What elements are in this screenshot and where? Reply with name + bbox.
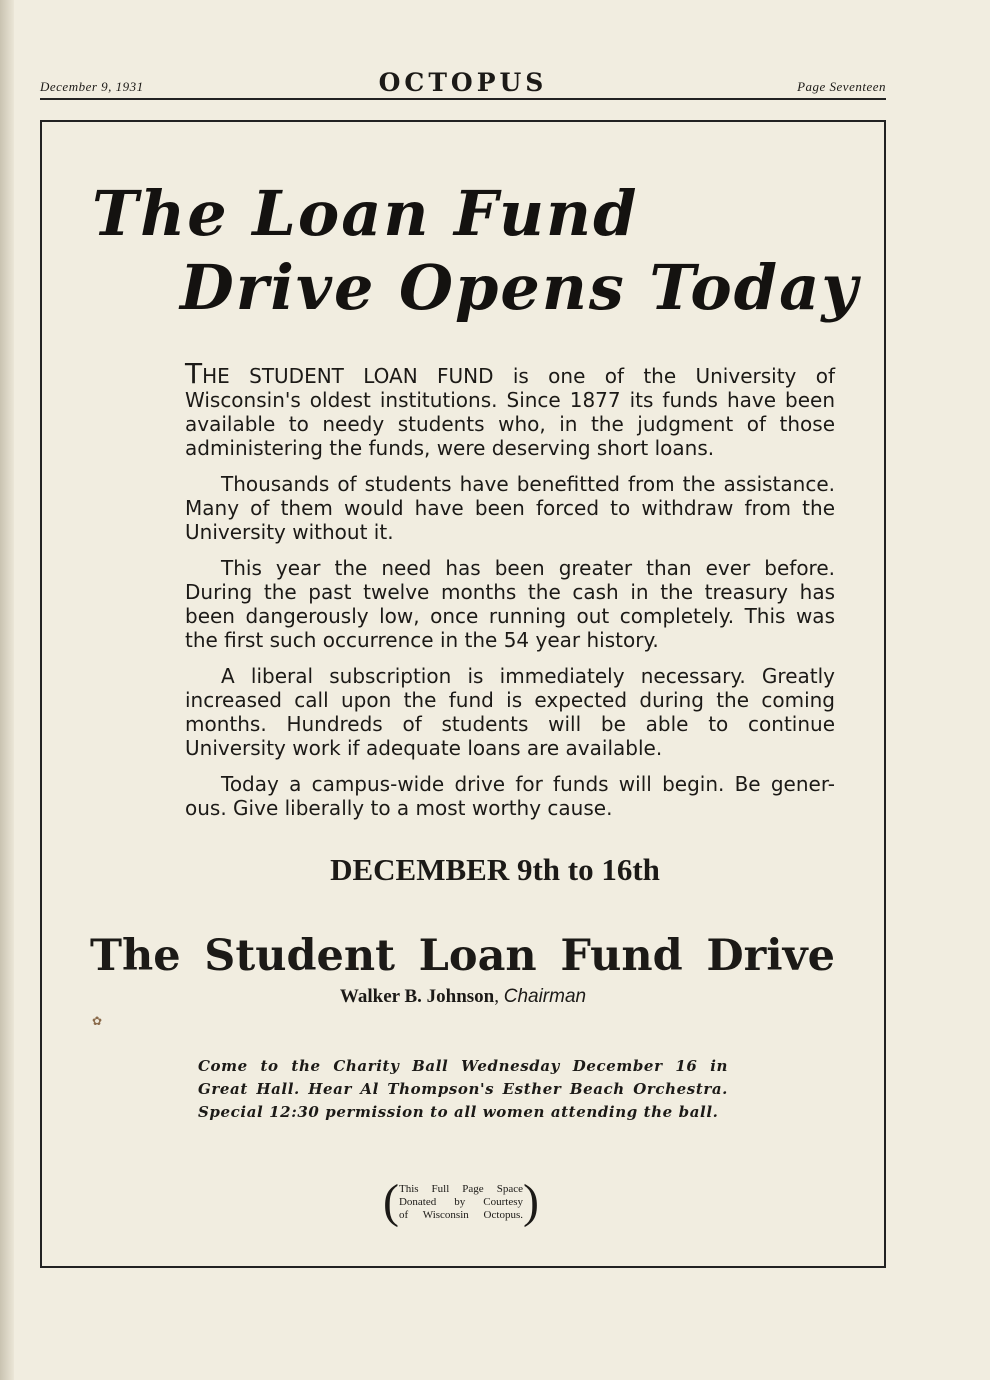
courtesy-line-2: Donated by Courtesy [398,1195,523,1208]
page-binding-edge [0,0,14,1380]
headline-line-2: Drive Opens Today [180,251,860,324]
courtesy-credit [383,1175,539,1228]
right-bracket-icon: ) [522,1175,539,1228]
paragraph-1-text: HE STUDENT LOAN FUND is one of the University of Wisconsin's oldest institutions. Since 1877 its funds have been available to needy students who, in the judgment of those administering the funds, were deserving short loans. [185,364,835,460]
courtesy-line-3: of Wisconsin Octopus. [398,1208,523,1221]
running-head [40,64,886,100]
drop-cap: T [185,357,203,390]
courtesy-text [399,1183,523,1222]
paragraph-4: A liberal subscription is immediately necessary. Greatly increased call upon the fund is expected during the coming months. Hundreds of students will be able to continue University work if adequate loans are available. [185,664,835,760]
chairman-title: Chairman [503,986,587,1007]
paragraph-5: Today a campus-wide drive for funds will begin. Be gener-ous. Give liberally to a most worthy cause. [185,772,835,820]
paragraph-3: This year the need has been greater than ever before. During the past twelve months the cash in the treasury has been dangerously low, once running out completely. This was the first such occurrence in the 54 year history. [185,556,835,652]
page-number: Page Seventeen [797,79,886,94]
paragraph-1 [185,357,835,460]
drive-title: The Student Loan Fund Drive [90,931,835,981]
left-bracket-icon: ( [383,1175,399,1228]
chairman-line: Walker B. Johnson, Chairman [339,986,587,1007]
body-copy [185,357,835,832]
issue-date: December 9, 1931 [40,79,144,94]
drive-dates: DECEMBER 9th to 16th [330,852,660,887]
charity-ball-notice: Come to the Charity Ball Wednesday December 16 in Great Hall. Hear Al Thompson's Esther Beach Orchestra. Special 12:30 permission to all women attending the ball. [198,1057,728,1121]
headline-line-1: The Loan Fund [92,177,639,250]
courtesy-line-1: This Full Page Space [398,1182,523,1195]
ornament-icon: ✿ [92,1014,103,1028]
masthead: OCTOPUS [378,68,548,97]
paragraph-2: Thousands of students have benefitted from the assistance. Many of them would have been forced to withdraw from the University without it. [185,472,835,544]
chairman-name: Walker B. Johnson [339,986,495,1007]
